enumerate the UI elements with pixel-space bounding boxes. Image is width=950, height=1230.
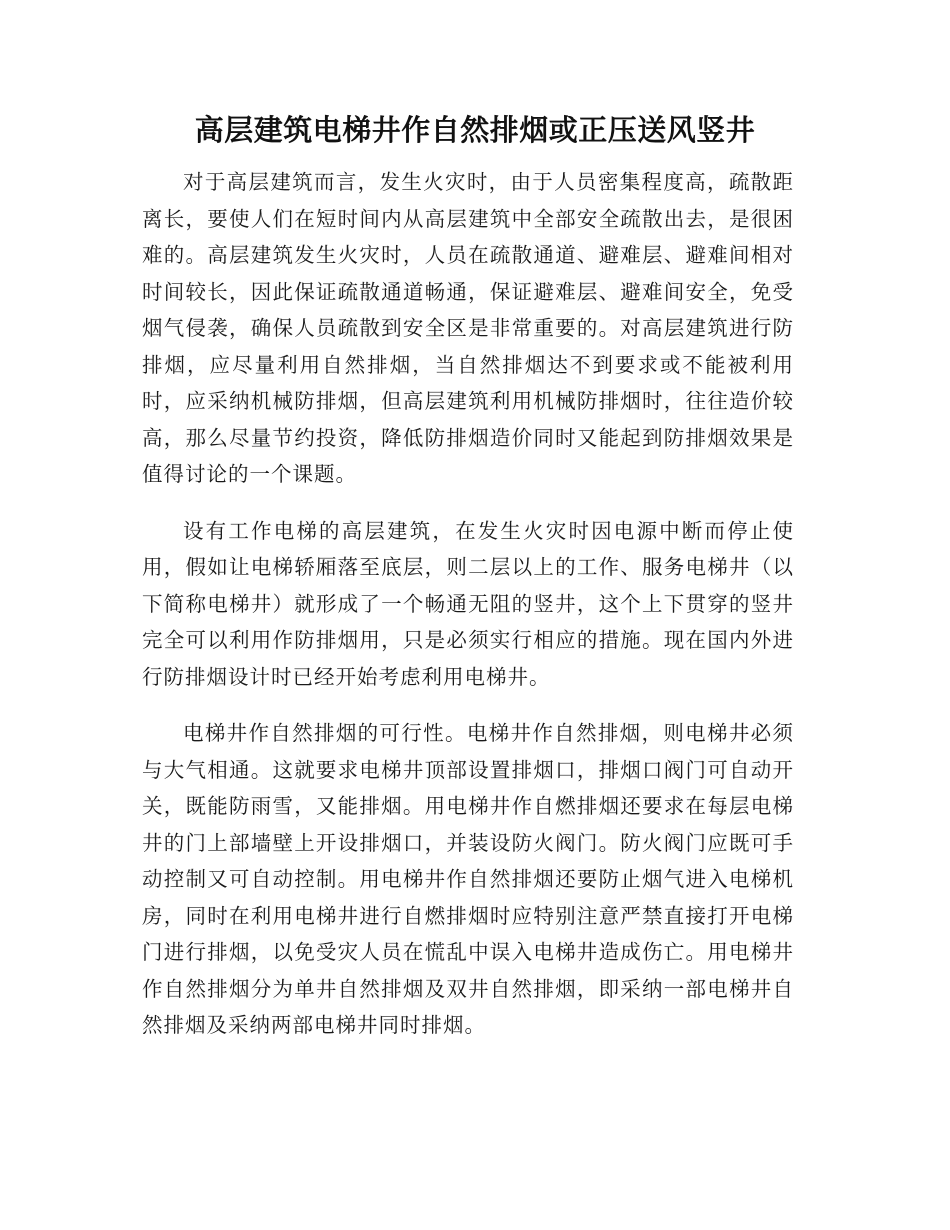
document-title: 高层建筑电梯井作自然排烟或正压送风竖井 <box>194 113 756 147</box>
document-body <box>142 164 794 1064</box>
paragraph-1: 对于高层建筑而言，发生火灾时，由于人员密集程度高，疏散距离长，要使人们在短时间内从高层建筑中全部安全疏散出去，是很困难的。高层建筑发生火灾时，人员在疏散通道、避难层、避难间相对时间较长，因此保证疏散通道畅通，保证避难层、避难间安全，免受烟气侵袭，确保人员疏散到安全区是非常重要的。对高层建筑进行防排烟，应尽量利用自然排烟，当自然排烟达不到要求或不能被利用时，应采纳机械防排烟，但高层建筑利用机械防排烟时，往往造价较高，那么尽量节约投资，降低防排烟造价同时又能起到防排烟效果是值得讨论的一个课题。 <box>142 170 794 486</box>
paragraph-2: 设有工作电梯的高层建筑，在发生火灾时因电源中断而停止使用，假如让电梯轿厢落至底层，则二层以上的工作、服务电梯井（以下简称电梯井）就形成了一个畅通无阻的竖井，这个上下贯穿的竖井完全可以利用作防排烟用，只是必须实行相应的措施。现在国内外进行防排烟设计时已经开始考虑利用电梯井。 <box>142 518 794 689</box>
paragraph-3: 电梯井作自然排烟的可行性。电梯井作自然排烟，则电梯井必须与大气相通。这就要求电梯井顶部设置排烟口，排烟口阀门可自动开关，既能防雨雪，又能排烟。用电梯井作自燃排烟还要求在每层电梯井的门上部墙壁上开设排烟口，并装设防火阀门。防火阀门应既可手动控制又可自动控制。用电梯井作自然排烟还要防止烟气进入电梯机房，同时在利用电梯井进行自燃排烟时应特别注意严禁直接打开电梯门进行排烟，以免受灾人员在慌乱中误入电梯井造成伤亡。用电梯井作自然排烟分为单井自然排烟及双井自然排烟，即采纳一部电梯井自然排烟及采纳两部电梯井同时排烟。 <box>142 721 794 1037</box>
